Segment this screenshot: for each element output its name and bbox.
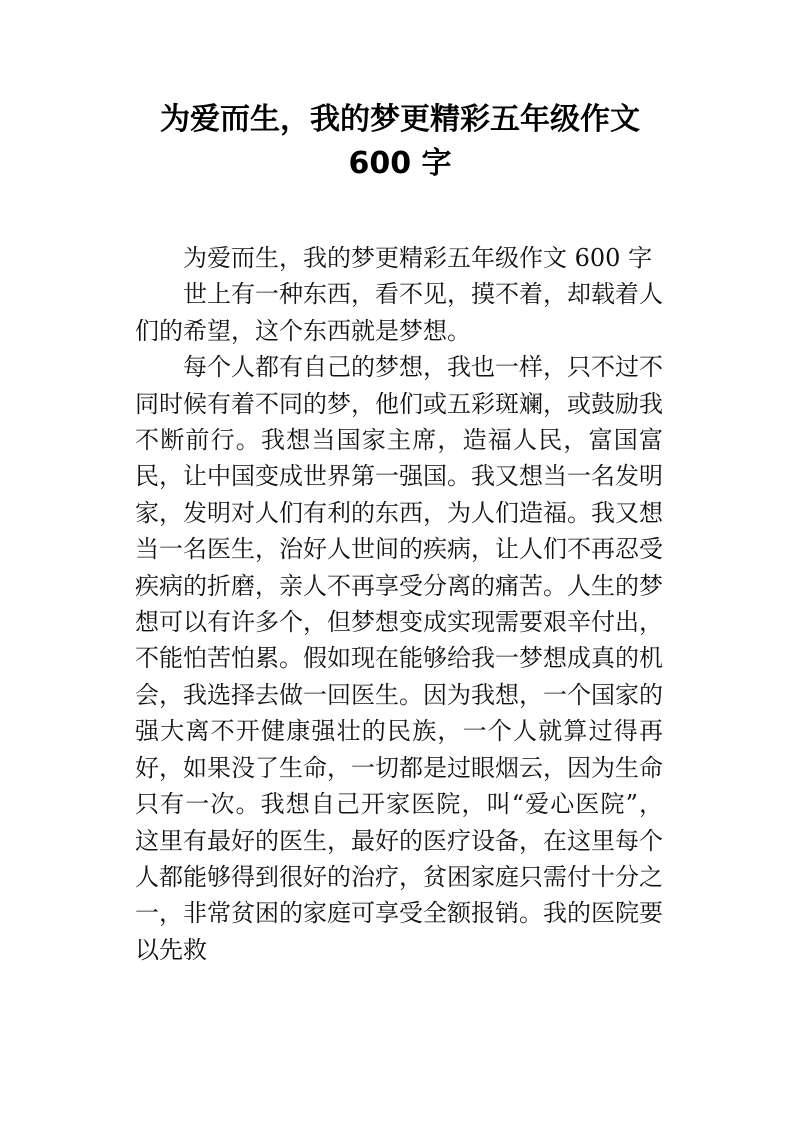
- title-line-1: 为爱而生，我的梦更精彩五年级作文: [160, 102, 640, 137]
- paragraph-intro: 世上有一种东西，看不见，摸不着，却载着人们的希望，这个东西就是梦想。: [135, 280, 663, 345]
- paragraph-subtitle: 为爱而生，我的梦更精彩五年级作文 600 字: [183, 244, 653, 272]
- title-line-2: 600 字: [348, 146, 452, 181]
- document-title: [0, 98, 800, 186]
- paragraph-main: 每个人都有自己的梦想，我也一样，只不过不同时候有着不同的梦，他们或五彩斑斓，或鼓励我不断前行。我想当国家主席，造福人民，富国富民，让中国变成世界第一强国。我又想当一名发明家，发明对人们有利的东西，为人们造福。我又想当一名医生，治好人世间的疾病，让人们不再忍受疾病的折磨，亲人不再享受分离的痛苦。人生的梦想可以有许多个，但梦想变成实现需要艰辛付出，不能怕苦怕累。假如现在能够给我一梦想成真的机会，我选择去做一回医生。因为我想，一个国家的强大离不开健康强壮的民族，一个人就算过得再好，如果没了生命，一切都是过眼烟云，因为生命只有一次。我想自己开家医院，叫“爱心医院”，这里有最好的医生，最好的医疗设备，在这里每个人都能够得到很好的治疗，贫困家庭只需付十分之一，非常贫困的家庭可享受全额报销。我的医院要以先救: [135, 353, 663, 964]
- document-body: [135, 240, 663, 968]
